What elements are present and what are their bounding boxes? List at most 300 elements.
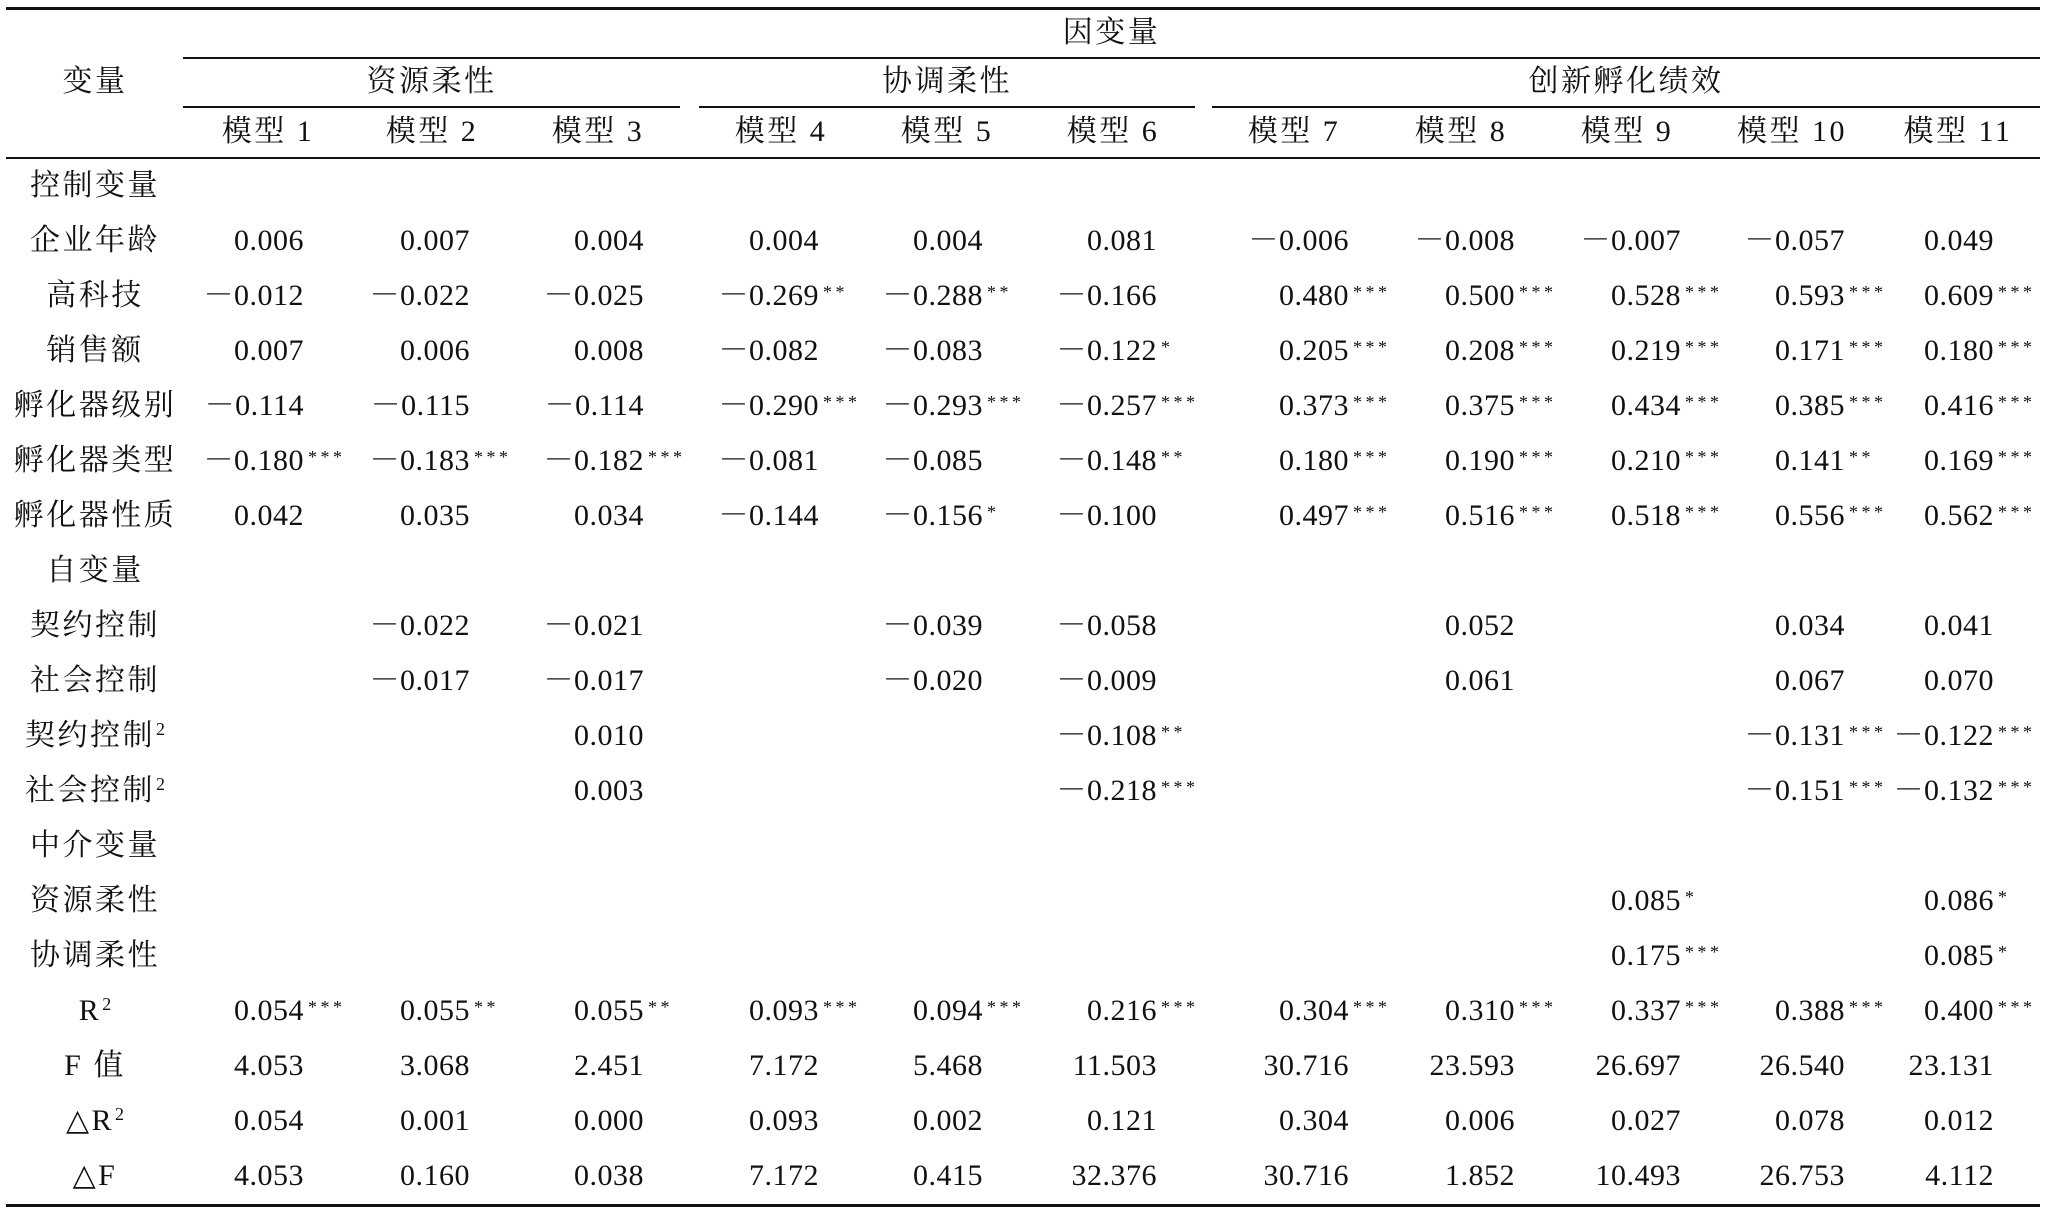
table-cell <box>957 708 1186 763</box>
table-cell <box>1794 598 1994 653</box>
table-cell <box>957 488 1157 543</box>
table-cell <box>270 598 470 653</box>
table-cell <box>270 323 470 378</box>
table-row <box>0 213 2048 268</box>
significance-stars: * <box>1998 886 2011 907</box>
table-cell <box>1794 1148 1994 1203</box>
cell-value: 0.000 <box>574 1103 644 1137</box>
cell-value: －0.269 <box>718 278 819 312</box>
significance-stars: * <box>987 501 1000 522</box>
cell-value: 4.053 <box>234 1158 304 1192</box>
row-label-text: 企业年龄 <box>30 223 160 257</box>
row-label-text: 孵化器性质 <box>13 498 177 532</box>
significance-stars: *** <box>1519 281 1557 302</box>
cell-value: －0.081 <box>718 443 819 477</box>
table-cell <box>783 433 983 488</box>
cell-value: －0.156 <box>882 498 983 532</box>
table-cell <box>444 708 644 763</box>
cell-value: 30.716 <box>1263 1048 1349 1082</box>
significance-stars: *** <box>1849 501 1887 522</box>
table-cell <box>1315 598 1515 653</box>
cell-value: －0.020 <box>882 663 983 697</box>
cell-value: 0.006 <box>234 223 304 257</box>
table-cell <box>1794 763 2036 818</box>
significance-stars: *** <box>1849 391 1887 412</box>
table-cell <box>783 213 983 268</box>
row-label-text: 社会控制 <box>30 663 160 697</box>
cell-value: －0.009 <box>1056 663 1157 697</box>
table-cell <box>957 598 1157 653</box>
cell-value: －0.290 <box>718 388 819 422</box>
table-cell <box>444 1093 644 1148</box>
table-cell <box>444 1148 644 1203</box>
significance-stars: ** <box>474 996 499 1017</box>
cell-value: 0.086 <box>1924 883 1994 917</box>
model-header-2: 模型 2 <box>385 115 479 148</box>
section-row <box>0 158 2048 213</box>
dependent-variable-header: 因变量 <box>1062 16 1161 49</box>
cell-value: 0.518 <box>1611 498 1681 532</box>
cell-value: 0.169 <box>1924 443 1994 477</box>
cell-value: 0.415 <box>913 1158 983 1192</box>
cell-value: 0.180 <box>1924 333 1994 367</box>
cell-value: －0.083 <box>882 333 983 367</box>
cell-value: 26.697 <box>1595 1048 1681 1082</box>
table-cell <box>270 1038 470 1093</box>
cell-value: 0.373 <box>1279 388 1349 422</box>
significance-stars: *** <box>1849 281 1887 302</box>
table-row <box>0 928 2048 983</box>
significance-stars: *** <box>1849 336 1887 357</box>
table-row <box>0 323 2048 378</box>
significance-stars: ** <box>987 281 1012 302</box>
cell-value: －0.017 <box>369 663 470 697</box>
table-cell <box>1794 488 2036 543</box>
table-cell <box>957 378 1199 433</box>
cell-value: －0.039 <box>882 608 983 642</box>
significance-stars: *** <box>1998 391 2036 412</box>
table-cell <box>783 323 983 378</box>
table-cell <box>783 653 983 708</box>
cell-value: 0.008 <box>574 333 644 367</box>
cell-value: －0.183 <box>369 443 470 477</box>
cell-value: 0.067 <box>1775 663 1845 697</box>
section-row <box>0 543 2048 598</box>
cell-value: 0.055 <box>400 993 470 1027</box>
significance-stars: ** <box>648 996 673 1017</box>
cell-value: －0.122 <box>1056 333 1157 367</box>
table-cell <box>270 213 470 268</box>
cell-value: 0.304 <box>1279 993 1349 1027</box>
table-cell <box>270 1093 470 1148</box>
cell-value: －0.021 <box>543 608 644 642</box>
cell-value: 0.034 <box>1775 608 1845 642</box>
section-label <box>6 158 184 213</box>
model-header-1: 模型 1 <box>221 115 315 148</box>
table-cell <box>444 653 644 708</box>
cell-value: 0.480 <box>1279 278 1349 312</box>
row-label-text: 中介变量 <box>30 828 160 862</box>
cell-value: 0.002 <box>913 1103 983 1137</box>
significance-stars: *** <box>1353 281 1391 302</box>
table-cell <box>270 983 499 1038</box>
row-label <box>6 763 184 818</box>
cell-value: －0.151 <box>1744 773 1845 807</box>
cell-value: －0.148 <box>1056 443 1157 477</box>
row-label <box>6 928 184 983</box>
cell-value: 7.172 <box>749 1048 819 1082</box>
cell-value: 3.068 <box>400 1048 470 1082</box>
table-cell <box>1481 928 1723 983</box>
model-header-8: 模型 8 <box>1414 115 1508 148</box>
model-header-7: 模型 7 <box>1247 115 1341 148</box>
significance-stars: *** <box>1685 446 1723 467</box>
significance-stars: *** <box>1998 446 2036 467</box>
cell-value: －0.008 <box>1414 223 1515 257</box>
table-cell <box>444 433 686 488</box>
cell-value: 0.609 <box>1924 278 1994 312</box>
cell-value: 0.500 <box>1445 278 1515 312</box>
cell-value: －0.022 <box>369 278 470 312</box>
row-label-text: 社会控制 <box>25 773 155 807</box>
cell-value: 0.562 <box>1924 498 1994 532</box>
significance-stars: *** <box>1998 776 2036 797</box>
significance-stars: *** <box>1353 501 1391 522</box>
row-label-text: 高科技 <box>46 278 144 312</box>
group-header-coordination-flexibility: 协调柔性 <box>882 65 1012 98</box>
cell-value: 2.451 <box>574 1048 644 1082</box>
significance-stars: *** <box>823 996 861 1017</box>
cell-value: 0.078 <box>1775 1103 1845 1137</box>
cell-value: 0.004 <box>574 223 644 257</box>
cell-value: 0.400 <box>1924 993 1994 1027</box>
cell-value: 0.094 <box>913 993 983 1027</box>
table-row <box>0 708 2048 763</box>
model-header-3: 模型 3 <box>551 115 645 148</box>
row-label-text: 自变量 <box>46 553 144 587</box>
cell-value: －0.114 <box>204 388 304 422</box>
cell-value: 0.035 <box>400 498 470 532</box>
table-cell <box>444 983 673 1038</box>
significance-stars: *** <box>308 996 346 1017</box>
cell-value: 11.503 <box>1072 1048 1157 1082</box>
cell-value: －0.114 <box>544 388 644 422</box>
table-cell <box>1794 983 2036 1038</box>
table-cell <box>444 213 644 268</box>
model-header-6: 模型 6 <box>1066 115 1160 148</box>
significance-stars: *** <box>1998 501 2036 522</box>
row-label-text: 契约控制 <box>25 718 155 752</box>
table-row <box>0 763 2048 818</box>
significance-stars: *** <box>1849 721 1887 742</box>
cell-value: 0.003 <box>574 773 644 807</box>
table-cell <box>270 653 470 708</box>
significance-stars: *** <box>1519 996 1557 1017</box>
table-row <box>0 598 2048 653</box>
model-header-4: 模型 4 <box>734 115 828 148</box>
table-cell <box>1794 1093 1994 1148</box>
cell-value: 0.516 <box>1445 498 1515 532</box>
row-label-superscript: 2 <box>156 718 165 739</box>
row-label <box>6 653 184 708</box>
table-cell <box>444 763 644 818</box>
significance-stars: *** <box>1998 281 2036 302</box>
table-cell <box>1794 708 2036 763</box>
cell-value: －0.085 <box>882 443 983 477</box>
section-label <box>6 818 184 873</box>
row-label <box>6 708 184 763</box>
significance-stars: *** <box>987 391 1025 412</box>
table-cell <box>1794 928 2011 983</box>
cell-value: 0.085 <box>1924 938 1994 972</box>
table-cell <box>783 1038 983 1093</box>
cell-value: 0.216 <box>1087 993 1157 1027</box>
table-cell <box>957 268 1157 323</box>
table-cell <box>1794 268 2036 323</box>
cell-value: 0.160 <box>400 1158 470 1192</box>
table-row <box>0 268 2048 323</box>
cell-value: 0.012 <box>1924 1103 1994 1137</box>
cell-value: 23.593 <box>1429 1048 1515 1082</box>
row-label-text: F 值 <box>64 1048 126 1082</box>
table-cell <box>1794 873 2011 928</box>
table-cell <box>957 653 1157 708</box>
table-cell <box>957 323 1174 378</box>
row-label-text: △F <box>72 1158 118 1192</box>
cell-value: 0.049 <box>1924 223 1994 257</box>
table-cell <box>783 1093 983 1148</box>
significance-stars: *** <box>823 391 861 412</box>
row-label-text: 控制变量 <box>30 168 160 202</box>
table-cell <box>444 268 644 323</box>
cell-value: 0.385 <box>1775 388 1845 422</box>
cell-value: －0.132 <box>1893 773 1994 807</box>
cell-value: －0.288 <box>882 278 983 312</box>
table-cell <box>1481 873 1698 928</box>
significance-stars: *** <box>1353 446 1391 467</box>
cell-value: 5.468 <box>913 1048 983 1082</box>
cell-value: 0.001 <box>400 1103 470 1137</box>
table-cell <box>1794 213 1994 268</box>
table-cell <box>783 598 983 653</box>
cell-value: 26.540 <box>1759 1048 1845 1082</box>
table-cell <box>1794 323 2036 378</box>
variable-column-header: 变量 <box>62 65 128 98</box>
cell-value: 26.753 <box>1759 1158 1845 1192</box>
table-cell <box>1315 653 1515 708</box>
table-cell <box>1794 378 2036 433</box>
cell-value: 0.007 <box>234 333 304 367</box>
table-cell <box>783 1148 983 1203</box>
table-cell <box>444 598 644 653</box>
cell-value: 0.054 <box>234 1103 304 1137</box>
row-label-text: 协调柔性 <box>30 938 160 972</box>
cell-value: －0.144 <box>718 498 819 532</box>
cell-value: －0.007 <box>1580 223 1681 257</box>
significance-stars: *** <box>1685 336 1723 357</box>
significance-stars: *** <box>648 446 686 467</box>
cell-value: －0.012 <box>203 278 304 312</box>
table-cell <box>1794 653 1994 708</box>
table-row <box>0 1148 2048 1203</box>
cell-value: －0.100 <box>1056 498 1157 532</box>
cell-value: 0.205 <box>1279 333 1349 367</box>
significance-stars: * <box>1998 941 2011 962</box>
significance-stars: *** <box>1519 391 1557 412</box>
cell-value: 0.497 <box>1279 498 1349 532</box>
cell-value: －0.131 <box>1744 718 1845 752</box>
significance-stars: *** <box>1849 996 1887 1017</box>
cell-value: 0.219 <box>1611 333 1681 367</box>
cell-value: 0.180 <box>1279 443 1349 477</box>
significance-stars: *** <box>1685 281 1723 302</box>
significance-stars: *** <box>1998 721 2036 742</box>
table-cell <box>270 378 470 433</box>
significance-stars: ** <box>823 281 848 302</box>
cell-value: 0.061 <box>1445 663 1515 697</box>
cell-value: 0.004 <box>749 223 819 257</box>
cell-value: 10.493 <box>1595 1158 1681 1192</box>
cell-value: 0.208 <box>1445 333 1515 367</box>
table-cell <box>444 488 644 543</box>
cell-value: －0.108 <box>1056 718 1157 752</box>
row-label <box>6 873 184 928</box>
table-row <box>0 488 2048 543</box>
table-cell <box>783 488 1000 543</box>
cell-value: 0.593 <box>1775 278 1845 312</box>
table-cell <box>783 378 1025 433</box>
table-cell <box>957 433 1186 488</box>
cell-value: 0.171 <box>1775 333 1845 367</box>
cell-value: 0.093 <box>749 1103 819 1137</box>
cell-value: 0.055 <box>574 993 644 1027</box>
cell-value: 0.190 <box>1445 443 1515 477</box>
table-row <box>0 983 2048 1038</box>
cell-value: 0.034 <box>574 498 644 532</box>
cell-value: 23.131 <box>1908 1048 1994 1082</box>
significance-stars: *** <box>1519 501 1557 522</box>
section-label <box>6 543 184 598</box>
significance-stars: ** <box>1161 446 1186 467</box>
cell-value: －0.025 <box>543 278 644 312</box>
significance-stars: *** <box>1353 391 1391 412</box>
table-cell <box>957 1093 1157 1148</box>
significance-stars: *** <box>1685 941 1723 962</box>
table-cell <box>783 983 1025 1038</box>
cell-value: －0.058 <box>1056 608 1157 642</box>
significance-stars: *** <box>474 446 512 467</box>
table-cell <box>1794 433 2036 488</box>
cell-value: －0.257 <box>1056 388 1157 422</box>
model-header-5: 模型 5 <box>900 115 994 148</box>
significance-stars: *** <box>1519 336 1557 357</box>
table-cell <box>444 1038 644 1093</box>
significance-stars: * <box>1161 336 1174 357</box>
cell-value: 0.388 <box>1775 993 1845 1027</box>
cell-value: 0.054 <box>234 993 304 1027</box>
row-label-superscript: 2 <box>102 993 112 1014</box>
cell-value: 0.416 <box>1924 388 1994 422</box>
cell-value: 0.375 <box>1445 388 1515 422</box>
table-row <box>0 378 2048 433</box>
significance-stars: *** <box>1161 391 1199 412</box>
cell-value: 0.081 <box>1087 223 1157 257</box>
cell-value: －0.057 <box>1744 223 1845 257</box>
significance-stars: *** <box>1998 336 2036 357</box>
cell-value: 4.112 <box>1925 1158 1994 1192</box>
cell-value: －0.293 <box>882 388 983 422</box>
table-cell <box>783 268 1012 323</box>
significance-stars: *** <box>1353 336 1391 357</box>
significance-stars: *** <box>1353 996 1391 1017</box>
cell-value: 0.434 <box>1611 388 1681 422</box>
cell-value: －0.182 <box>543 443 644 477</box>
table-row <box>0 873 2048 928</box>
row-label-text: △R <box>65 1103 115 1137</box>
row-label <box>6 598 184 653</box>
cell-value: －0.180 <box>203 443 304 477</box>
cell-value: －0.166 <box>1056 278 1157 312</box>
significance-stars: *** <box>987 996 1025 1017</box>
row-label-text: 销售额 <box>46 333 144 367</box>
table-cell <box>957 1148 1157 1203</box>
cell-value: 0.027 <box>1611 1103 1681 1137</box>
cell-value: 0.052 <box>1445 608 1515 642</box>
significance-stars: *** <box>1685 391 1723 412</box>
significance-stars: ** <box>1161 721 1186 742</box>
cell-value: 0.006 <box>400 333 470 367</box>
cell-value: 0.141 <box>1775 443 1845 477</box>
cell-value: 1.852 <box>1445 1158 1515 1192</box>
table-cell <box>270 1148 470 1203</box>
cell-value: 0.210 <box>1611 443 1681 477</box>
row-label-text: 孵化器类型 <box>13 443 177 477</box>
cell-value: 30.716 <box>1263 1158 1349 1192</box>
table-cell <box>957 1038 1157 1093</box>
table-cell <box>444 378 644 433</box>
cell-value: －0.006 <box>1248 223 1349 257</box>
table-row <box>0 653 2048 708</box>
cell-value: 32.376 <box>1071 1158 1157 1192</box>
table-row <box>0 1038 2048 1093</box>
cell-value: 0.556 <box>1775 498 1845 532</box>
cell-value: 0.041 <box>1924 608 1994 642</box>
cell-value: 0.093 <box>749 993 819 1027</box>
cell-value: 0.310 <box>1445 993 1515 1027</box>
table-cell <box>270 488 470 543</box>
cell-value: －0.017 <box>543 663 644 697</box>
cell-value: －0.122 <box>1893 718 1994 752</box>
row-label-text: 资源柔性 <box>30 883 160 917</box>
table-cell <box>270 433 512 488</box>
significance-stars: *** <box>1685 501 1723 522</box>
cell-value: 0.070 <box>1924 663 1994 697</box>
significance-stars: *** <box>1998 996 2036 1017</box>
cell-value: 0.175 <box>1611 938 1681 972</box>
significance-stars: *** <box>1685 996 1723 1017</box>
cell-value: 0.304 <box>1279 1103 1349 1137</box>
model-header-9: 模型 9 <box>1580 115 1674 148</box>
significance-stars: *** <box>1849 776 1887 797</box>
significance-stars: *** <box>1519 446 1557 467</box>
cell-value: 0.007 <box>400 223 470 257</box>
cell-value: 0.042 <box>234 498 304 532</box>
bottom-rule <box>6 1204 2040 1207</box>
model-header-10: 模型 10 <box>1737 115 1847 148</box>
cell-value: 0.004 <box>913 223 983 257</box>
cell-value: 0.038 <box>574 1158 644 1192</box>
table-row <box>0 1093 2048 1148</box>
